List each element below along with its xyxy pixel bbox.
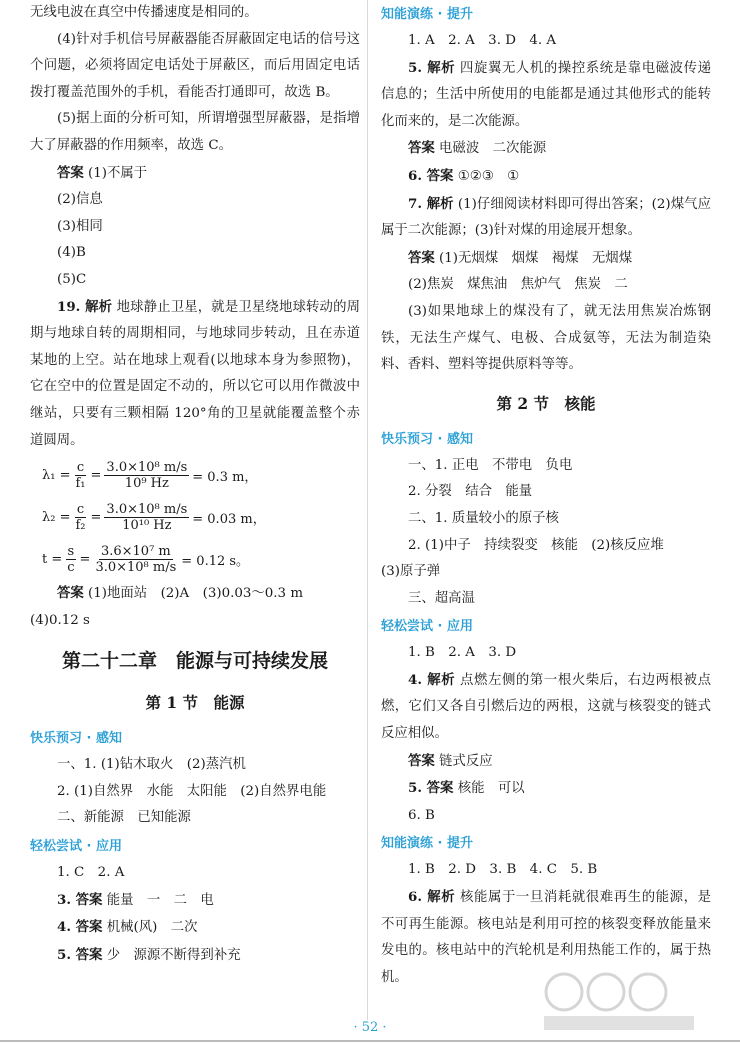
analysis-5: 5. 解析 四旋翼无人机的操控系统是靠电磁波传递信息的；生活中所使用的电能都是通过其他形式的能转化而来的，是二次能源。 <box>381 59 711 129</box>
answer-line: 1. C 2. A <box>57 865 125 881</box>
answer-line: 3. 答案 能量 一 二 电 <box>57 891 214 908</box>
section-heading: 知能演练 · 提升 <box>381 836 473 852</box>
answer-line: 二、1. 质量较小的原子核 <box>408 510 559 526</box>
bottom-rule <box>0 1040 740 1042</box>
answer-line: (2)信息 <box>57 192 103 208</box>
answer-line: 2. (1)自然界 水能 太阳能 (2)自然界电能 <box>57 783 327 799</box>
section-heading: 快乐预习 · 感知 <box>30 731 122 747</box>
formula-time: t = $\frac{s}{c}$ = $\frac{\text{3.6×10⁷ m}}{\text{3.0×10⁸ m/s}}$ = 0.12 s。 <box>42 543 250 575</box>
answer-line: 答案 (1)地面站 (2)A (3)0.03～0.3 m <box>57 585 304 602</box>
answer-line: 1. A 2. A 3. D 4. A <box>408 33 557 48</box>
answer-line: (4)0.12 s <box>30 612 90 628</box>
answer-line: (2)焦炭 煤焦油 焦炉气 焦炭 二 <box>408 277 628 293</box>
chapter-title: 第二十二章 能源与可持续发展 <box>61 650 328 673</box>
answer-line: 二、新能源 已知能源 <box>57 810 191 826</box>
column-divider <box>367 0 368 1020</box>
answer-line: 1. B 2. A 3. D <box>408 645 517 661</box>
section-heading: 知能演练 · 提升 <box>381 7 473 22</box>
paragraph: 无线电波在真空中传播速度是相同的。 <box>30 5 258 20</box>
formula-lambda2: λ₂ = $\frac{c}{\text{f₂}}$ = $\frac{\text{3.0×10⁸ m/s}}{\text{10¹⁰ Hz}}$ = 0.03 m， <box>42 501 266 533</box>
answer-line: (3)原子弹 <box>381 564 441 580</box>
answer-line: 答案 (1)无烟煤 烟煤 褐煤 无烟煤 <box>408 249 633 266</box>
answer-line: 5. 答案 核能 可以 <box>408 780 525 797</box>
answer-line: 5. 答案 少 源源不断得到补充 <box>57 946 241 963</box>
answer-line: 6. 答案 ①②③ ① <box>408 167 520 184</box>
analysis-6: 6. 解析 核能属于一旦消耗就很难再生的能源，是不可再生能源。核电站是利用可控的核裂变释放能量来发电的。核电站中的汽轮机是利用热能工作的，属于热机。 <box>381 889 711 985</box>
formula-lambda1: λ₁ = $\frac{c}{\text{f₁}}$ = $\frac{\text{3.0×10⁸ m/s}}{\text{10⁹ Hz}}$ = 0.3 m， <box>42 459 258 491</box>
answer-label: 答案 <box>57 164 84 181</box>
answer-line: (3)相同 <box>57 218 103 234</box>
answer-line: (4)B <box>57 245 86 261</box>
answer-line: 答案 (1)不属于 <box>57 164 148 181</box>
answer-line: 2. (1)中子 持续裂变 核能 (2)核反应堆 <box>408 537 664 553</box>
question-19: 19. 解析 地球静止卫星，就是卫星绕地球转动的周期与地球自转的周期相同，与地球同步转动，且在赤道某地的上空。站在地球上观看(以地球本身为参照物)，它在空中的位置是固定不动的，所以它可以用作微波中继站，只要有三颗相隔 120°角的卫星就能覆盖整个赤道圆周。 <box>30 298 360 448</box>
answer-line: 一、1. 正电 不带电 负电 <box>408 457 573 473</box>
analysis-7: 7. 解析 (1)仔细阅读材料即可得出答案；(2)煤气应属于二次能源；(3)针对煤的用途展开想象。 <box>381 195 711 239</box>
answer-line: 答案 链式反应 <box>408 752 493 769</box>
answer-line: 4. 答案 机械(风) 二次 <box>57 919 198 936</box>
section-title: 第 1 节 能源 <box>145 693 245 713</box>
section-heading: 轻松尝试 · 应用 <box>30 839 122 855</box>
analysis-4: 4. 解析 点燃左侧的第一根火柴后，右边两根被点燃，它们又各自引燃后边的两根，这就与核裂变的链式反应相似。 <box>381 671 711 742</box>
answer-line: (5)C <box>57 271 87 287</box>
answer-line: 6. B <box>408 807 435 823</box>
analysis-label: 19. 解析 <box>57 298 113 315</box>
right-column <box>381 0 711 991</box>
answer-line: 一、1. (1)钻木取火 (2)蒸汽机 <box>57 757 246 773</box>
watermark-logo <box>534 964 704 1034</box>
page-number: · 52 · <box>353 1020 387 1035</box>
section-title: 第 2 节 核能 <box>496 393 596 413</box>
answer-line: 三、超高温 <box>408 590 475 606</box>
left-column <box>30 0 360 969</box>
paragraph: (4)针对手机信号屏蔽器能否屏蔽固定电话的信号这个问题，必须将固定电话处于屏蔽区，而后用固定电话拨打覆盖范围外的手机，看能否打通即可，故选 B。 <box>30 31 360 100</box>
answer-line: (3)如果地球上的煤没有了，就无法用焦炭冶炼钢铁，无法生产煤气、电极、合成氨等，无法为制造染料、香料、塑料等提供原料等等。 <box>381 303 711 373</box>
section-heading: 轻松尝试 · 应用 <box>381 619 473 635</box>
answer-line: 2. 分裂 结合 能量 <box>408 484 533 500</box>
answer-line: 答案 电磁波 二次能源 <box>408 140 547 157</box>
paragraph: (5)据上面的分析可知，所谓增强型屏蔽器，是指增大了屏蔽器的作用频率，故选 C。 <box>30 111 360 153</box>
section-heading: 快乐预习 · 感知 <box>381 431 473 447</box>
answer-line: 1. B 2. D 3. B 4. C 5. B <box>408 862 598 878</box>
